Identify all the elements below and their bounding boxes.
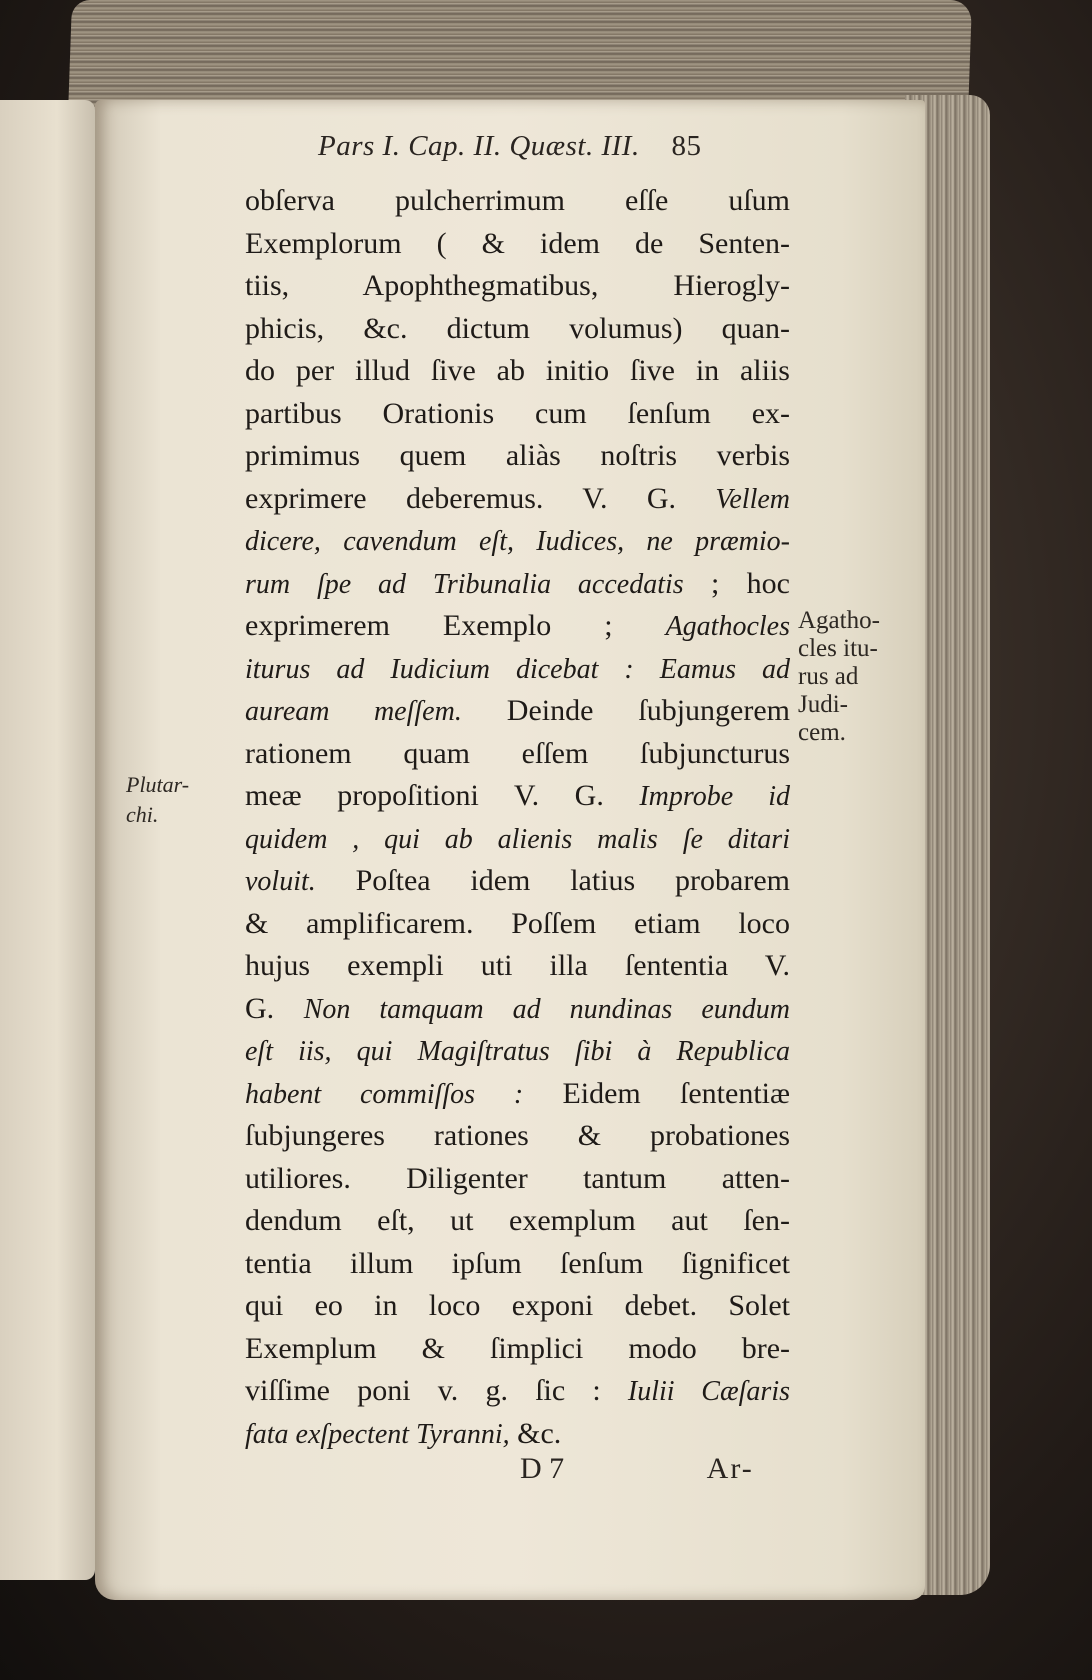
text-line xyxy=(245,733,790,776)
right-note-line: cem. xyxy=(798,719,846,746)
roman-segment: do per illud ſive ab initio ſive in aliis xyxy=(245,354,790,387)
italic-segment: iturus ad Iudicium dicebat : Eamus ad xyxy=(245,653,790,685)
text-line xyxy=(245,690,790,733)
text-line xyxy=(245,1115,790,1158)
text-line xyxy=(245,478,790,521)
roman-segment: Exemplum & ſimplici modo bre- xyxy=(245,1331,790,1365)
text-line xyxy=(245,1073,790,1116)
roman-segment: viſſime poni v. g. ſic : xyxy=(245,1374,628,1407)
text-line xyxy=(245,1413,790,1456)
text-line xyxy=(245,1243,790,1286)
italic-segment: Agathocles xyxy=(665,611,790,642)
italic-segment: quidem , qui ab alienis malis ſe ditari xyxy=(245,823,790,855)
roman-segment: utiliores. Diligenter tantum atten- xyxy=(245,1161,790,1195)
left-note-line: Plutar- xyxy=(126,772,190,797)
roman-segment: dendum eſt, ut exemplum aut ſen- xyxy=(245,1204,790,1237)
roman-segment: tentia illum ipſum ſenſum ſignificet xyxy=(245,1246,790,1280)
page-number: 85 xyxy=(671,130,702,162)
text-line xyxy=(245,1285,790,1328)
signature-mark: D 7 xyxy=(520,1452,565,1485)
italic-segment: dicere, cavendum eſt, Iudices, ne præmio- xyxy=(245,526,790,557)
roman-segment: Poſtea idem latius probarem xyxy=(315,864,790,897)
roman-segment: meæ propoſitioni V. G. xyxy=(245,779,640,812)
text-line xyxy=(245,223,790,266)
right-note-line: Judi- xyxy=(798,691,848,718)
text-line xyxy=(245,520,790,563)
text-line xyxy=(245,945,790,988)
roman-segment: G. xyxy=(245,991,304,1025)
roman-segment: primimus quem aliàs noſtris verbis xyxy=(245,439,790,472)
italic-segment: habent commiſſos : xyxy=(245,1078,524,1110)
catchword: Ar- xyxy=(706,1452,754,1485)
roman-segment: &c. xyxy=(509,1416,562,1450)
text-line xyxy=(245,605,790,648)
text-line xyxy=(245,818,790,861)
text-line xyxy=(245,903,790,946)
right-note-line: rus ad xyxy=(798,663,859,690)
text-line xyxy=(245,393,790,436)
text-line xyxy=(245,988,790,1031)
roman-segment: hujus exempli uti illa ſententia V. xyxy=(245,949,790,982)
page-footer xyxy=(520,1452,800,1486)
text-line xyxy=(245,1370,790,1413)
roman-segment: ; hoc xyxy=(683,566,790,600)
text-line xyxy=(245,1200,790,1243)
italic-segment: eſt iis, qui Magiſtratus ſibi à Republica xyxy=(245,1036,790,1067)
text-line xyxy=(245,435,790,478)
text-line xyxy=(245,1158,790,1201)
text-line xyxy=(245,265,790,308)
left-note-line: chi. xyxy=(126,802,159,827)
right-note-line: Agatho- xyxy=(798,607,880,634)
italic-segment: auream meſſem. xyxy=(245,696,462,727)
roman-segment: partibus Orationis cum ſenſum ex- xyxy=(245,396,790,430)
left-facing-page xyxy=(0,100,95,1580)
roman-segment: tiis, Apophthegmatibus, Hierogly- xyxy=(245,269,790,302)
italic-segment: Non tamquam ad nundinas eundum xyxy=(303,993,790,1025)
text-line xyxy=(245,775,790,818)
text-line xyxy=(245,648,790,691)
roman-segment: obſerva pulcherrimum eſſe uſum xyxy=(245,184,790,217)
italic-segment: Improbe id xyxy=(639,781,790,812)
roman-segment: Deinde ſubjungerem xyxy=(461,694,790,727)
left-marginal-note xyxy=(126,770,236,830)
running-head-title: Pars I. Cap. II. Quæst. III. xyxy=(318,130,640,162)
top-page-edges xyxy=(68,0,972,115)
roman-segment: ſubjungeres rationes & probationes xyxy=(245,1119,790,1152)
text-line xyxy=(245,350,790,393)
right-note-line: cles itu- xyxy=(798,635,878,662)
roman-segment: phicis, &c. dictum volumus) quan- xyxy=(245,311,790,345)
roman-segment: Eidem ſententiæ xyxy=(523,1076,790,1110)
roman-segment: exprimerem Exemplo ; xyxy=(245,609,666,642)
italic-segment: Iulii Cæſaris xyxy=(627,1376,790,1407)
running-head xyxy=(318,130,788,163)
text-line xyxy=(245,1030,790,1073)
right-marginal-note xyxy=(798,607,888,747)
roman-segment: rationem quam eſſem ſubjuncturus xyxy=(245,736,790,770)
italic-segment: fata exſpectent Tyranni, xyxy=(245,1418,510,1450)
text-line xyxy=(245,563,790,606)
text-line xyxy=(245,308,790,351)
text-line xyxy=(245,180,790,223)
roman-segment: Exemplorum ( & idem de Senten- xyxy=(245,226,790,260)
roman-segment: & amplificarem. Poſſem etiam loco xyxy=(245,906,790,940)
italic-segment: Vellem xyxy=(715,483,790,515)
roman-segment: exprimere deberemus. V. G. xyxy=(245,481,716,515)
roman-segment: qui eo in loco exponi debet. Solet xyxy=(245,1289,790,1322)
text-line xyxy=(245,1328,790,1371)
body-text xyxy=(245,180,790,1455)
text-line xyxy=(245,860,790,903)
italic-segment: voluit. xyxy=(245,866,316,897)
italic-segment: rum ſpe ad Tribunalia accedatis xyxy=(245,568,684,600)
